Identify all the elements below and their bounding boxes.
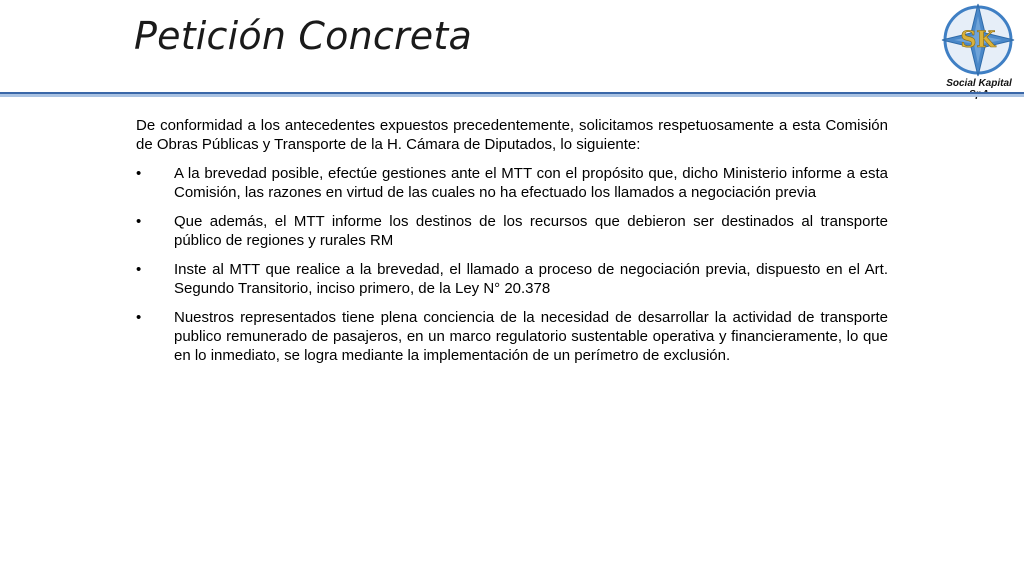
slide-body [136,116,888,375]
list-item [136,260,888,298]
list-item-text: A la brevedad posible, efectúe gestiones ante el MTT con el propósito que, dicho Ministerio informe a esta Comisión, las razones en virtud de las cuales no ha efectuado los llamados a negociación previa [174,165,888,201]
slide-title: Petición Concreta [134,14,472,58]
bullet-icon: • [136,213,142,230]
list-item-text: Nuestros representados tiene plena conciencia de la necesidad de desarrollar la actividad de transporte publico remunerado de pasajeros, en un marco regulatorio sustentable operativa y financieramente, lo que en lo inmediato, se logra mediante la implementación de un perímetro de exclusión. [174,309,888,364]
intro-paragraph: De conformidad a los antecedentes expuestos precedentemente, solicitamos respetuosamente a esta Comisión de Obras Públicas y Transporte de la H. Cámara de Diputados, lo siguiente: [136,117,888,153]
request-list [136,164,888,365]
compass-star-logo-icon [940,2,1016,78]
bullet-icon: • [136,165,142,182]
list-item [136,212,888,250]
company-logo [936,2,1020,90]
list-item-text: Inste al MTT que realice a la brevedad, el llamado a proceso de negociación previa, dispuesto en el Art. Segundo Transitorio, inciso primero, de la Ley N° 20.378 [174,261,888,297]
header-divider-accent [0,94,1024,97]
bullet-icon: • [136,309,142,326]
list-item [136,308,888,365]
company-name: Social Kapital [946,78,1012,89]
list-item-text: Que además, el MTT informe los destinos de los recursos que debieron ser destinados al transporte público de regiones y rurales RM [174,213,888,249]
list-item [136,164,888,202]
bullet-icon: • [136,261,142,278]
logo-text: SK [960,27,996,53]
